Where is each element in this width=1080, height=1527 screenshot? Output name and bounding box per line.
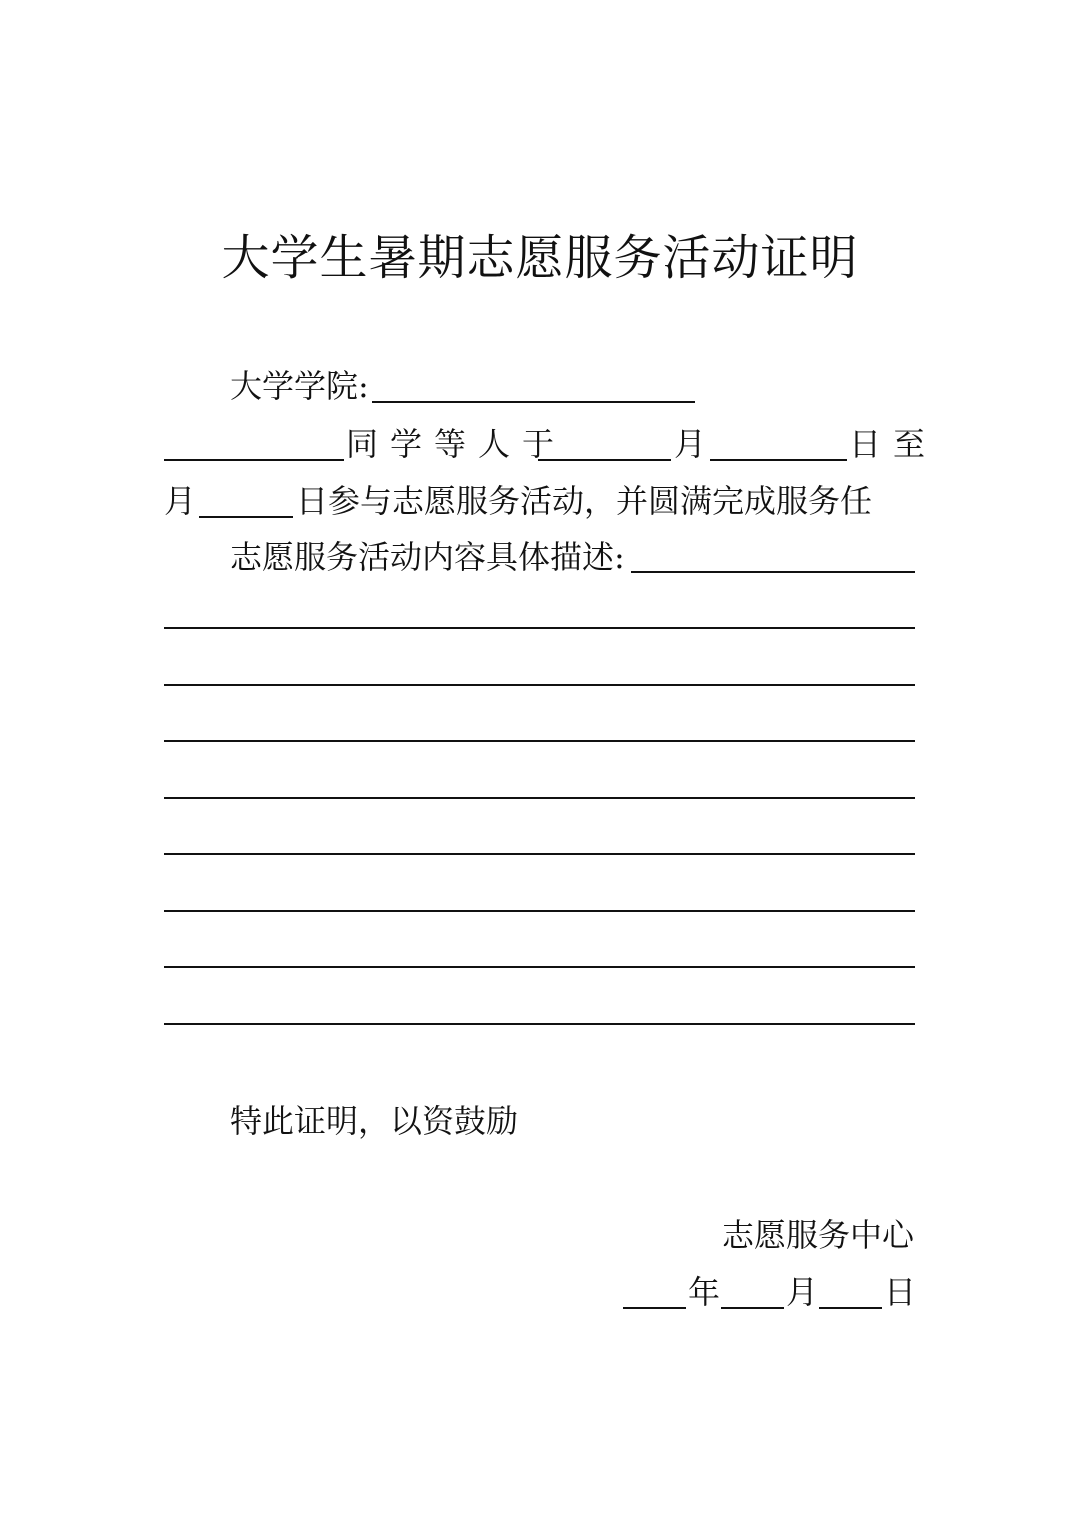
description-line[interactable] <box>164 910 915 912</box>
end-day-blank[interactable] <box>199 516 293 518</box>
description-line[interactable] <box>164 627 915 629</box>
description-label: 志愿服务活动内容具体描述: <box>230 538 625 576</box>
classmates-text: 同学等人于 <box>346 425 567 463</box>
college-blank[interactable] <box>372 401 695 403</box>
signature-org: 志愿服务中心 <box>722 1216 915 1254</box>
year-blank[interactable] <box>623 1307 686 1309</box>
description-line[interactable] <box>164 1023 915 1025</box>
description-line[interactable] <box>164 684 915 686</box>
description-line[interactable] <box>164 853 915 855</box>
day-blank[interactable] <box>819 1307 882 1309</box>
start-month-blank[interactable] <box>538 459 671 461</box>
description-line[interactable] <box>164 966 915 968</box>
description-line[interactable] <box>164 740 915 742</box>
description-line[interactable] <box>164 797 915 799</box>
month-label: 月 <box>674 425 707 463</box>
description-first-blank[interactable] <box>631 571 915 573</box>
student-name-blank[interactable] <box>164 459 344 461</box>
start-day-blank[interactable] <box>710 459 847 461</box>
document-title: 大学生暑期志愿服务活动证明 <box>221 230 859 286</box>
closing-text: 特此证明，以资鼓励 <box>230 1102 519 1140</box>
participation-text: 日参与志愿服务活动，并圆满完成服务任 <box>296 482 873 520</box>
college-label: 大学学院: <box>230 367 369 405</box>
day-to-label: 日至 <box>849 425 938 463</box>
day-label: 日 <box>884 1273 917 1311</box>
month-label-date: 月 <box>786 1273 819 1311</box>
month-blank[interactable] <box>721 1307 784 1309</box>
end-month-label: 月 <box>164 482 197 520</box>
year-label: 年 <box>688 1273 721 1311</box>
